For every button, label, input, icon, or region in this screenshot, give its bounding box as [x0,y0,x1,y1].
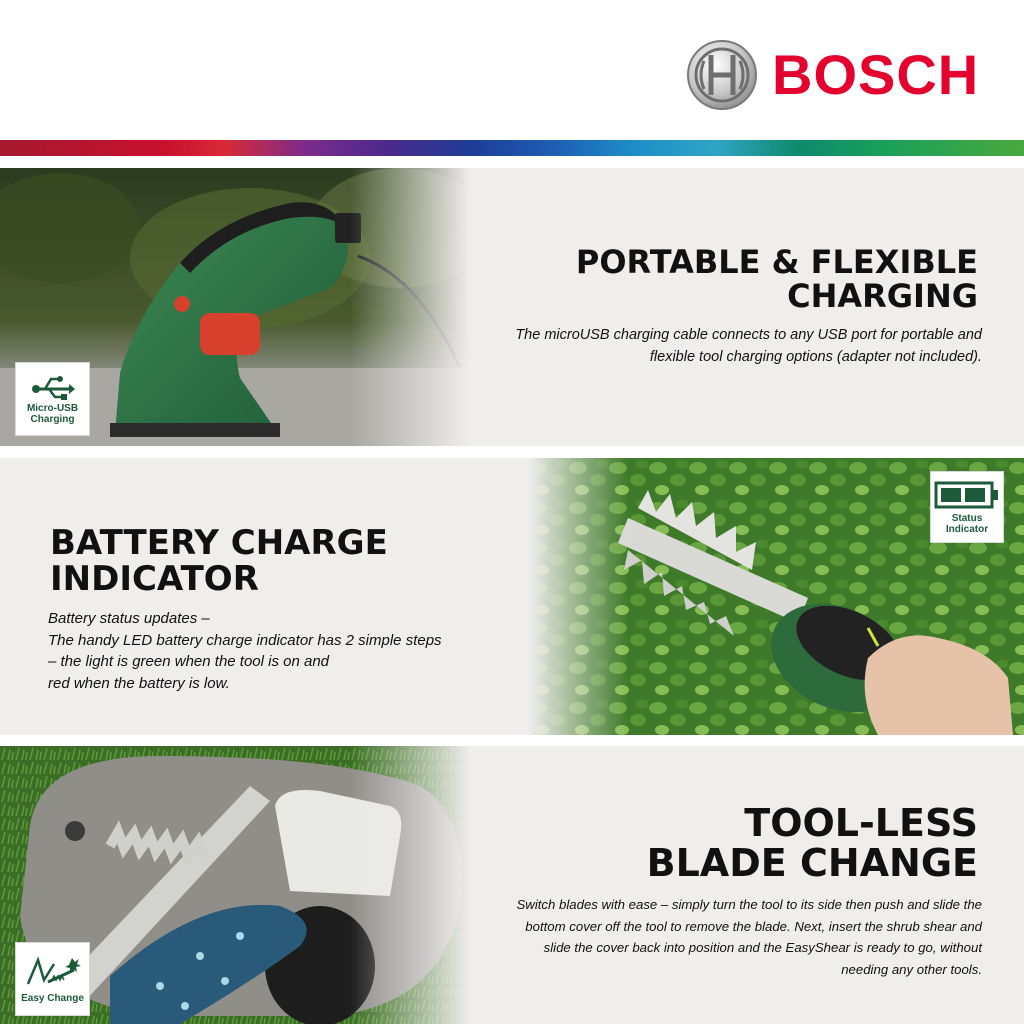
section-charging [0,168,1024,446]
bosch-logo [686,38,979,112]
status-indicator-badge [930,471,1004,543]
bosch-armature-icon [686,39,758,111]
badge-label-line: Micro-USB [26,402,79,414]
section-title [575,243,978,315]
title-line: TOOL-LESS [744,801,978,845]
title-line: CHARGING [787,276,978,315]
section-battery-indicator [0,458,1024,735]
battery-icon [934,480,1000,510]
badge-label-line: Charging [30,413,75,425]
section-title [50,523,388,599]
color-stripe [0,140,1024,156]
title-line: BATTERY CHARGE [50,523,388,563]
badge-label-line: Easy Change [21,993,84,1004]
section-description: Switch blades with ease – simply turn the tool to its side then push and slide the bottom cover off the tool to remove the blade. Next, insert the shrub shear and slide the cover back into position and the EasyShear is ready to go, without needing any other tools. [516,897,982,977]
section-description: Battery status updates – The handy LED battery charge indicator has 2 simple steps – the light is green when the tool is on and red when the battery is low. [48,610,442,692]
section-blade-change [0,746,1024,1024]
badge-label-line: Status [951,512,983,524]
title-line: INDICATOR [50,558,259,599]
easy-change-badge [15,942,90,1016]
title-line: BLADE CHANGE [646,840,978,885]
usb-icon [31,374,75,400]
blade-change-icon [24,954,82,990]
brand-name: BOSCH [772,43,980,106]
section-description: The microUSB charging cable connects to any USB port for portable and flexible tool charging options (adapter not included). [515,327,982,365]
title-line: PORTABLE & FLEXIBLE [575,243,978,281]
section-title [646,801,978,885]
header [0,0,1024,138]
badge-label-line: Indicator [945,523,989,535]
micro-usb-badge [15,362,90,436]
